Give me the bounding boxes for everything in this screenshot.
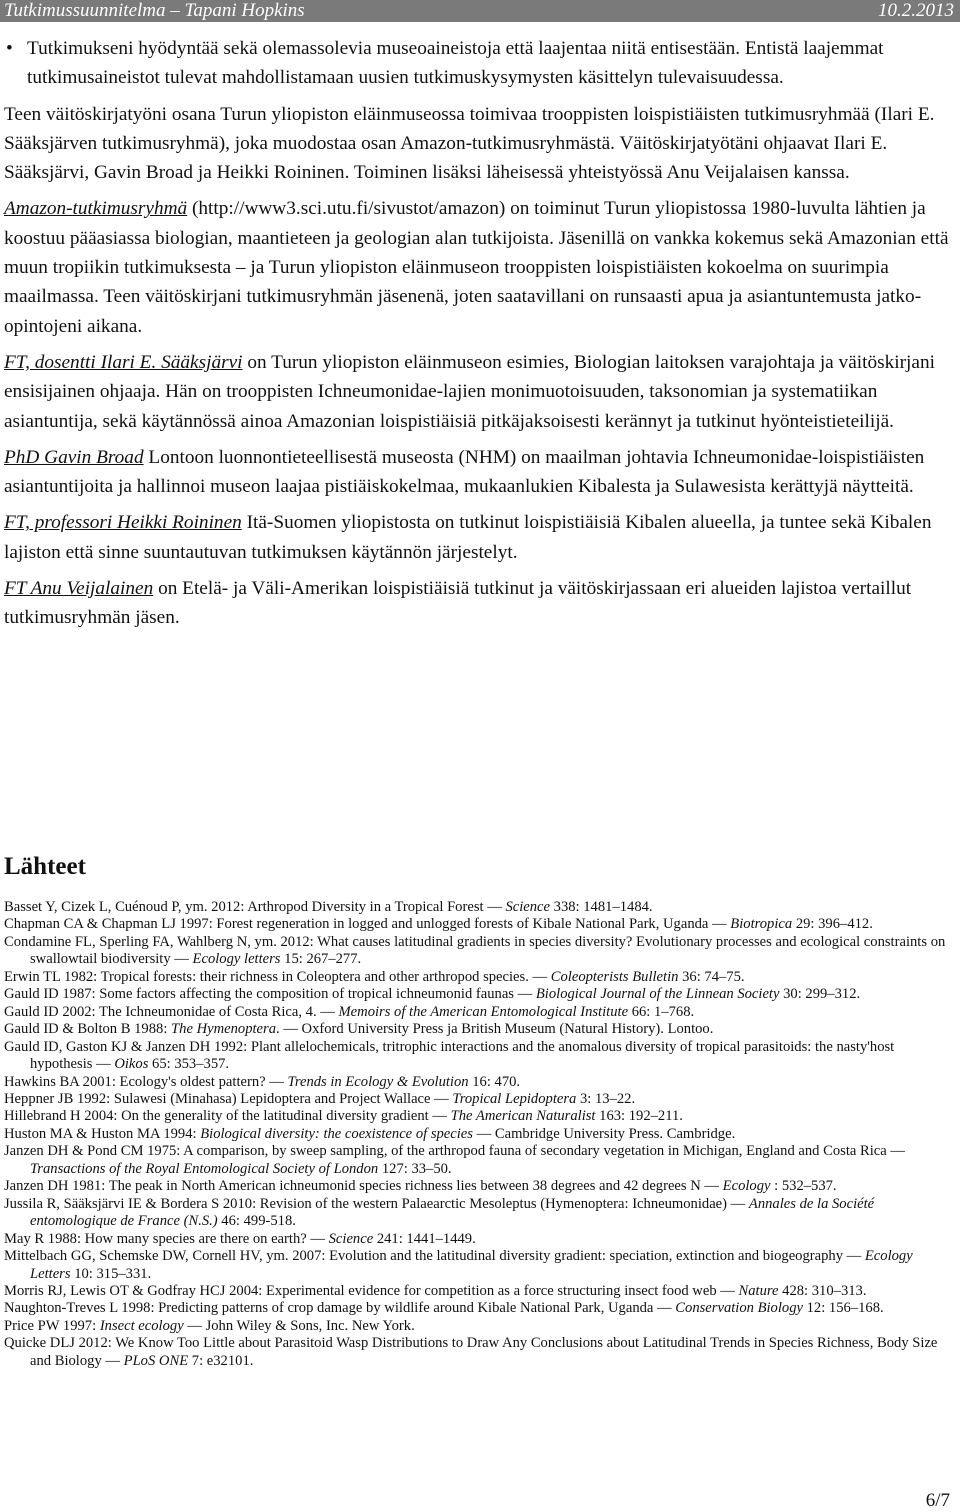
reference-details: 338: 1481–1484. <box>550 899 653 915</box>
reference-journal: Ecology Letters <box>30 1248 913 1282</box>
reference-citation: Quicke DLJ 2012: We Know Too Little about Parasitoid Wasp Distributions to Draw Any Conclusions about Latitudinal Trends in Species Richness, Body Size and Biology — <box>4 1335 938 1369</box>
paragraph-veijalainen <box>4 574 952 633</box>
reference-citation: Naughton-Treves L 1998: Predicting patterns of crop damage by wildlife around Kibale National Park, Uganda — <box>4 1300 676 1317</box>
reference-details: — Cambridge University Press. Cambridge. <box>472 1125 736 1142</box>
header-title: Tutkimussuunnitelma – Tapani Hopkins <box>4 0 305 21</box>
reference-citation: Morris RJ, Lewis OT & Godfray HCJ 2004: Experimental evidence for competition as a force structuring insect food web — <box>4 1282 739 1299</box>
reference-journal: The American Naturalist <box>450 1108 596 1125</box>
reference-citation: Price PW 1997: <box>4 1317 100 1334</box>
reference-citation: Mittelbach GG, Schemske DW, Cornell HV, ym. 2007: Evolution and the latitudinal diversity gradient: speciation, extinction and biogeography — <box>4 1248 865 1265</box>
reference-list <box>4 899 956 1370</box>
reference-journal: Annales de la Société entomologique de France (N.S.) <box>30 1195 875 1230</box>
reference-journal: Science <box>505 899 551 915</box>
bullet-paragraph <box>4 34 952 93</box>
reference-details: : 532–537. <box>770 1178 837 1195</box>
reference-journal: Nature <box>738 1282 779 1299</box>
reference-journal: Trends in Ecology & Evolution <box>287 1073 469 1090</box>
reference-item <box>4 1074 956 1091</box>
reference-details: 66: 1–768. <box>628 1003 695 1020</box>
reference-item <box>4 1143 956 1178</box>
page-header <box>0 0 960 22</box>
reference-citation: Heppner JB 1992: Sulawesi (Minahasa) Lepidoptera and Project Wallace — <box>4 1090 453 1107</box>
paragraph-research-group: Teen väitöskirjatyöni osana Turun yliopiston eläinmuseossa toimivaa trooppisten loispistiäisten tutkimusryhmää (Ilari E. Sääksjärven tutkimusryhmä), joka muodostaa osan Amazon-tutkimusryhmästä. Väitöskirjatyötäni ohjaavat Ilari E. Sääksjärvi, Gavin Broad ja Heikki Roininen. Toiminen lisäksi läheisessä yhteistyössä Anu Veijalaisen kanssa. <box>4 103 935 184</box>
amazon-group-text: (http://www3.sci.utu.fi/sivustot/amazon) on toiminut Turun yliopistossa 1980-luvulta lähtien ja koostuu pääasiassa biologian, maantieteen ja geologian alan tutkijoista. Jäsenillä on vankka kokemus sekä Amazonian että muun tropiikin tutkimuksesta – ja Turun yliopiston eläinmuseon trooppisten loispistiäisten kokoelma on suurimpia maailmassa. Teen väitöskirjani tutkimusryhmän jäsenenä, joten saatavillani on runsaasti apua ja asiantuntemusta jatko-opintojeni aikana. <box>4 198 949 337</box>
reference-journal: Coleopterists Bulletin <box>550 968 679 985</box>
reference-details: 65: 353–357. <box>148 1056 230 1073</box>
reference-journal: Memoirs of the American Entomological Institute <box>338 1003 629 1020</box>
reference-journal: Transactions of the Royal Entomological Society of London <box>30 1160 379 1177</box>
reference-item <box>4 1196 956 1231</box>
broad-link[interactable]: PhD Gavin Broad <box>4 446 144 468</box>
reference-citation: Chapman CA & Chapman LJ 1997: Forest regeneration in logged and unlogged forests of Kibale National Park, Uganda — <box>4 916 731 933</box>
roininen-link[interactable]: FT, professori Heikki Roininen <box>4 512 242 534</box>
reference-citation: Gauld ID 2002: The Ichneumonidae of Costa Rica, 4. — <box>4 1003 339 1020</box>
reference-journal: Oikos <box>114 1056 149 1073</box>
reference-item <box>4 916 956 933</box>
reference-details: 46: 499-518. <box>217 1213 296 1230</box>
reference-citation: Jussila R, Sääksjärvi IE & Bordera S 2010: Revision of the western Palaearctic Mesoleptus (Hymenoptera: Ichneumonidae) — <box>4 1195 749 1212</box>
header-date: 10.2.2013 <box>878 0 954 21</box>
reference-details: 3: 13–22. <box>576 1090 636 1107</box>
reference-details: — John Wiley & Sons, Inc. New York. <box>183 1317 415 1334</box>
roininen-text: Itä-Suomen yliopistosta on tutkinut loispistiäisiä Kibalen alueella, ja tuntee sekä Kibalen lajiston että sinne suuntautuvan tutkimuksen käytännön järjestelyt. <box>4 512 932 563</box>
broad-text: Lontoon luonnontieteellisestä museosta (NHM) on maailman johtavia Ichneumonidae-loispistiäisten asiantuntijoita ja hallinnoi museon laajaa pistiäiskokelmaa, mukaanlukien Kibalesta ja Sulawesista kerättyjä näytteitä. <box>4 446 925 498</box>
bullet-text: Tutkimukseni hyödyntää sekä olemassolevia museoaineistoja että laajentaa niitä entisestään. Entistä laajemmat tutkimusaineistot tulevat mahdollistamaan uusien tutkimuskysymysten käsittelyn tulevaisuudessa. <box>27 38 884 89</box>
reference-item <box>4 934 956 969</box>
reference-journal: Biological diversity: the coexistence of species <box>200 1125 473 1142</box>
paragraph-roininen <box>4 508 952 567</box>
reference-journal: The Hymenoptera <box>171 1021 277 1038</box>
reference-details: 163: 192–211. <box>595 1108 683 1125</box>
reference-citation: Huston MA & Huston MA 1994: <box>4 1125 201 1142</box>
reference-journal: Ecology letters <box>192 951 281 968</box>
reference-item <box>4 969 956 986</box>
reference-details: 36: 74–75. <box>678 968 745 985</box>
reference-details: 7: e32101. <box>188 1352 254 1369</box>
reference-item <box>4 1318 956 1335</box>
paragraph-saaksjarvi <box>4 348 952 436</box>
paragraph-amazon-group <box>4 194 952 340</box>
saaksjarvi-link[interactable]: FT, dosentti Ilari E. Sääksjärvi <box>4 351 243 373</box>
reference-citation: Janzen DH 1981: The peak in North American ichneumonid species richness lies between 38 degrees and 42 degrees N — <box>4 1178 723 1195</box>
reference-details: 16: 470. <box>468 1073 521 1090</box>
saaksjarvi-text: on Turun yliopiston eläinmuseon esimies, Biologian laitoksen varajohtaja ja väitöskirjani ensisijainen ohjaaja. Hän on trooppisten Ichneumonidae-lajien monimuotoisuuden, taksonomian ja systematiikan asiantuntija, sekä käytännössä ainoa Amazonian loispistiäisiä pitkäjaksoisesti kerännyt ja tutkinut hyönteistieteilijä. <box>4 351 935 432</box>
reference-details: 10: 315–331. <box>70 1265 152 1282</box>
reference-citation: Janzen DH & Pond CM 1975: A comparison, by sweep sampling, of the arthropod fauna of secondary vegetation in Michigan, England and Costa Rica — <box>4 1143 905 1160</box>
reference-citation: Hawkins BA 2001: Ecology's oldest pattern? — <box>4 1073 288 1090</box>
reference-citation: Gauld ID, Gaston KJ & Janzen DH 1992: Plant allelochemicals, tritrophic interactions and the anomalous diversity of tropical parasitoids: the nasty'host hypothesis — <box>4 1038 895 1073</box>
reference-journal: Tropical Lepidoptera <box>452 1090 577 1107</box>
reference-journal: Conservation Biology <box>675 1300 803 1317</box>
reference-citation: Condamine FL, Sperling FA, Wahlberg N, ym. 2012: What causes latitudinal gradients in species diversity? Evolutionary processes and ecological constraints on swallowtail biodiversity — <box>4 933 946 968</box>
reference-journal: PLoS ONE <box>123 1352 189 1369</box>
reference-journal: Science <box>328 1230 374 1247</box>
veijalainen-link[interactable]: FT Anu Veijalainen <box>4 578 154 600</box>
reference-journal: Ecology <box>722 1178 771 1195</box>
reference-citation: Gauld ID 1987: Some factors affecting the composition of tropical ichneumonid faunas — <box>4 986 536 1003</box>
reference-details: 30: 299–312. <box>779 986 861 1003</box>
reference-item <box>4 1126 956 1143</box>
reference-item <box>4 1091 956 1108</box>
reference-details: 241: 1441–1449. <box>373 1230 476 1247</box>
reference-details: 29: 396–412. <box>792 916 873 933</box>
reference-item <box>4 1335 956 1370</box>
reference-item <box>4 899 956 916</box>
reference-item <box>4 986 956 1003</box>
reference-journal: Insect ecology <box>99 1317 184 1334</box>
reference-details: 15: 267–277. <box>280 951 362 968</box>
document-body <box>4 34 952 640</box>
paragraph-broad <box>4 443 952 502</box>
reference-item <box>4 1108 956 1125</box>
amazon-group-link[interactable]: Amazon-tutkimusryhmä <box>4 198 188 220</box>
reference-item <box>4 1021 956 1038</box>
reference-item <box>4 1283 956 1300</box>
page-number: 6/7 <box>925 1490 950 1511</box>
sources-heading: Lähteet <box>4 853 86 880</box>
reference-citation: Erwin TL 1982: Tropical forests: their richness in Coleoptera and other arthropod species. — <box>4 968 551 985</box>
veijalainen-text: on Etelä- ja Väli-Amerikan loispistiäisiä tutkinut ja väitöskirjassaan eri alueiden lajistoa vertaillut tutkimusryhmän jäsen. <box>4 578 912 629</box>
reference-details: . — Oxford University Press ja British Museum (Natural History). Lontoo. <box>276 1021 714 1038</box>
reference-details: 127: 33–50. <box>378 1160 452 1177</box>
reference-item <box>4 1300 956 1317</box>
reference-citation: Gauld ID & Bolton B 1988: <box>4 1021 172 1038</box>
bullet-icon: • <box>6 38 13 59</box>
reference-journal: Biological Journal of the Linnean Society <box>535 986 780 1003</box>
reference-citation: Basset Y, Cizek L, Cuénoud P, ym. 2012: Arthropod Diversity in a Tropical Forest — <box>4 899 506 915</box>
reference-journal: Biotropica <box>730 916 793 933</box>
reference-item <box>4 1039 956 1074</box>
reference-item <box>4 1248 956 1283</box>
reference-citation: May R 1988: How many species are there on earth? — <box>4 1230 329 1247</box>
reference-item <box>4 1004 956 1021</box>
reference-details: 428: 310–313. <box>778 1282 867 1299</box>
reference-item <box>4 1231 956 1248</box>
reference-item <box>4 1178 956 1195</box>
reference-details: 12: 156–168. <box>802 1300 884 1317</box>
reference-citation: Hillebrand H 2004: On the generality of the latitudinal diversity gradient — <box>4 1108 451 1125</box>
